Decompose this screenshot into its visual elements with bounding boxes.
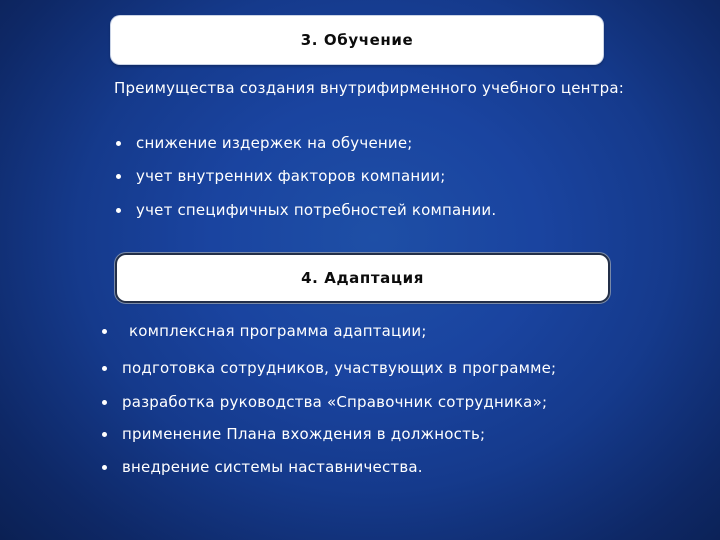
list-item [116,167,446,186]
list-item [102,458,423,477]
list-item-text: подготовка сотрудников, участвующих в программе; [122,359,557,377]
bullet-icon [116,208,121,213]
list-item [116,134,413,153]
list-item [102,322,427,341]
list-item-text: учет специфичных потребностей компании. [136,201,497,219]
bullet-icon [102,465,107,470]
list-item-text: применение Плана вхождения в должность; [122,425,486,443]
list-item-text: разработка руководства «Справочник сотрудника»; [122,393,548,411]
section-heading-training-label: 3. Обучение [300,31,414,49]
list-item [102,393,547,412]
list-item [102,359,556,378]
section-heading-training [111,16,603,64]
section-heading-adaptation [117,255,608,301]
bullet-icon [102,366,107,371]
list-item [102,425,485,444]
bullet-icon [102,400,107,405]
list-item-text: комплексная программа адаптации; [129,322,427,340]
bullet-icon [102,432,107,437]
list-item [116,201,496,220]
section-heading-adaptation-label: 4. Адаптация [301,269,424,287]
bullet-icon [102,329,107,334]
bullet-icon [116,174,121,179]
section-intro-text: Преимущества создания внутрифирменного учебного центра: [114,79,624,97]
list-item-text: снижение издержек на обучение; [136,134,413,152]
list-item-text: внедрение системы наставничества. [122,458,423,476]
bullet-icon [116,141,121,146]
list-item-text: учет внутренних факторов компании; [136,167,446,185]
